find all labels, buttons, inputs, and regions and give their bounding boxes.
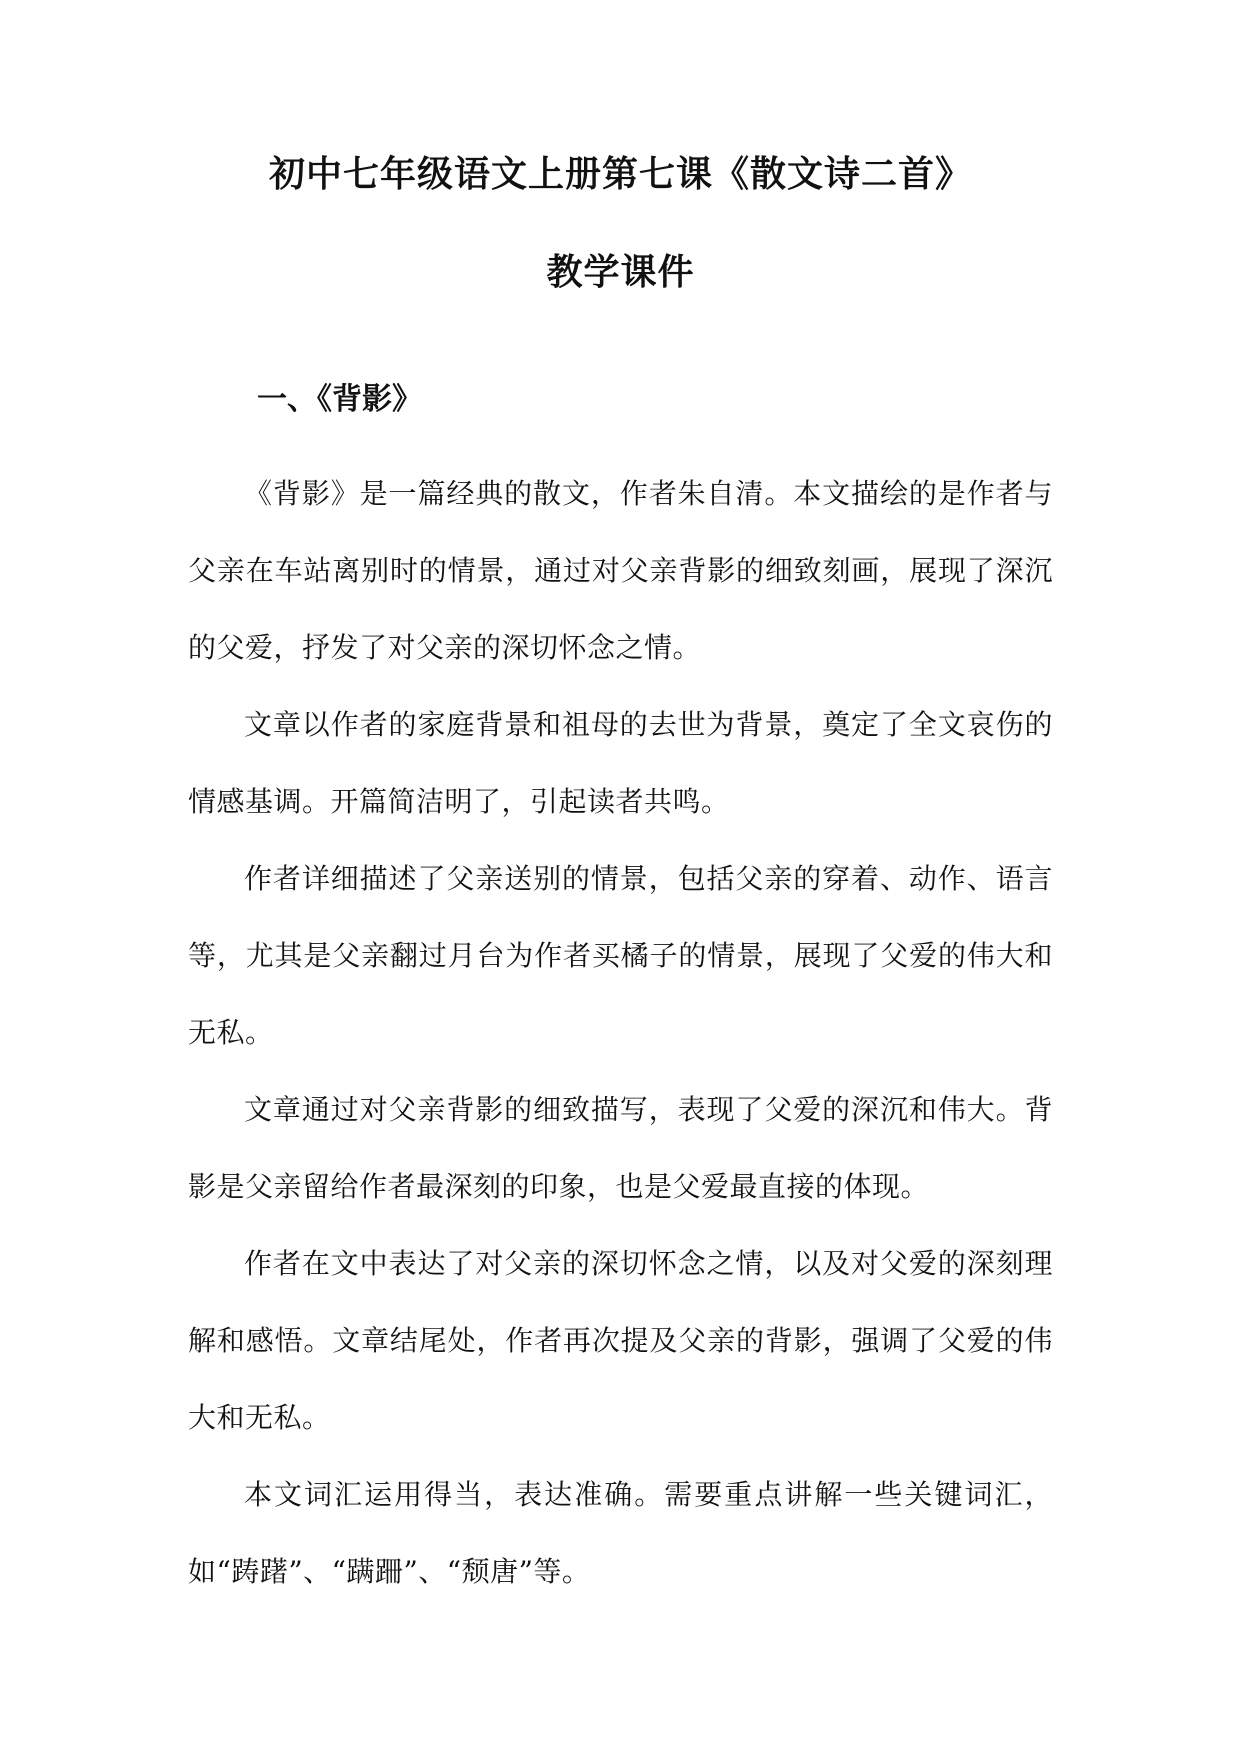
document-title-line2: 教学课件 (546, 251, 695, 293)
document-body (188, 455, 1053, 1610)
paragraph: 作者在文中表达了对父亲的深切怀念之情，以及对父爱的深刻理解和感悟。文章结尾处，作者再次提及父亲的背影，强调了父爱的伟大和无私。 (188, 1247, 1053, 1434)
paragraph: 作者详细描述了父亲送别的情景，包括父亲的穿着、动作、语言等，尤其是父亲翻过月台为作者买橘子的情景，展现了父爱的伟大和无私。 (188, 862, 1053, 1049)
paragraph: 文章通过对父亲背影的细致描写，表现了父爱的深沉和伟大。背影是父亲留给作者最深刻的印象，也是父爱最直接的体现。 (188, 1093, 1053, 1203)
paragraph: 文章以作者的家庭背景和祖母的去世为背景，奠定了全文哀伤的情感基调。开篇简洁明了，引起读者共鸣。 (188, 708, 1053, 818)
section-heading-beiying: 一、《背影》 (257, 382, 422, 417)
document-title-line1: 初中七年级语文上册第七课《散文诗二首》 (268, 153, 972, 195)
paragraph: 《背影》是一篇经典的散文，作者朱自清。本文描绘的是作者与父亲在车站离别时的情景，通过对父亲背影的细致刻画，展现了深沉的父爱，抒发了对父亲的深切怀念之情。 (188, 477, 1053, 664)
paragraph: 本文词汇运用得当，表达准确。需要重点讲解一些关键词汇，如“踌躇”、“蹒跚”、“颓唐”等。 (188, 1478, 1053, 1588)
